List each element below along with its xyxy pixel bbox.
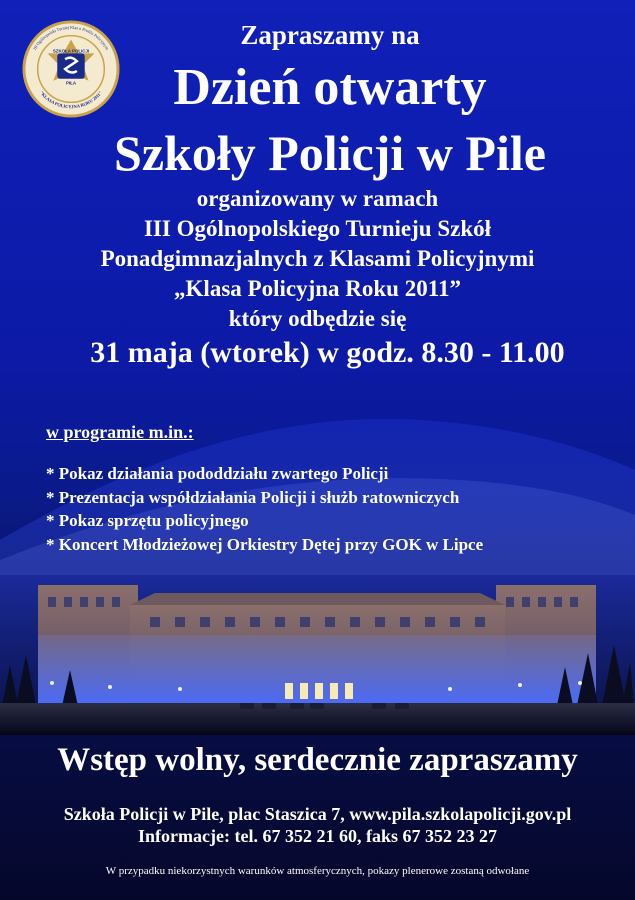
emblem-center-top: SZKOŁA POLICJI [52, 48, 90, 54]
emblem-bottom-text: "KLASA POLICYJNA ROKU 2011" [39, 90, 103, 110]
emblem-center-bottom: PIŁA [65, 80, 77, 86]
program-item: * Pokaz działania pododdziału zwartego Policji [46, 464, 389, 483]
program-item: * Koncert Młodzieżowej Orkiestry Dętej przy GOK w Lipce [46, 534, 484, 554]
title-line1: Dzień otwarty [173, 59, 487, 116]
weather-note: W przypadku niekorzystnych warunków atmosferycznych, pokazy plenerowe zostaną odwołane [105, 865, 530, 877]
program-list [46, 464, 483, 558]
details-line3: Ponadgimnazjalnych z Klasami Policyjnymi [100, 246, 535, 271]
details-line2: III Ogólnopolskiego Turnieju Szkół [143, 216, 492, 241]
program-heading: w programie m.in.: [46, 422, 194, 442]
intro-text: Zapraszamy na [240, 20, 420, 50]
program-item: * Prezentacja współdziałania Policji i służb ratowniczych [46, 487, 460, 507]
details-line4: „Klasa Policyjna Roku 2011” [174, 276, 461, 301]
details-line5: który odbędzie się [228, 306, 407, 331]
title-line2: Szkoły Policji w Pile [114, 125, 546, 181]
school-building-photo [0, 575, 635, 735]
free-entry-text: Wstęp wolny, serdecznie zapraszamy [57, 742, 578, 778]
address-text: Szkoła Policji w Pile, plac Staszica 7, www.pila.szkolapolicji.gov.pl [63, 804, 572, 824]
emblem-ring-text: III Ogólnopolski Turniej Klas o Profilu Policyjnym [32, 24, 110, 51]
contact-text: Informacje: tel. 67 352 21 60, faks 67 352 23 27 [138, 826, 497, 846]
details-line1: organizowany w ramach [196, 186, 439, 211]
event-date: 31 maja (wtorek) w godz. 8.30 - 11.00 [90, 336, 565, 369]
program-item: * Pokaz sprzętu policyjnego [46, 511, 249, 530]
